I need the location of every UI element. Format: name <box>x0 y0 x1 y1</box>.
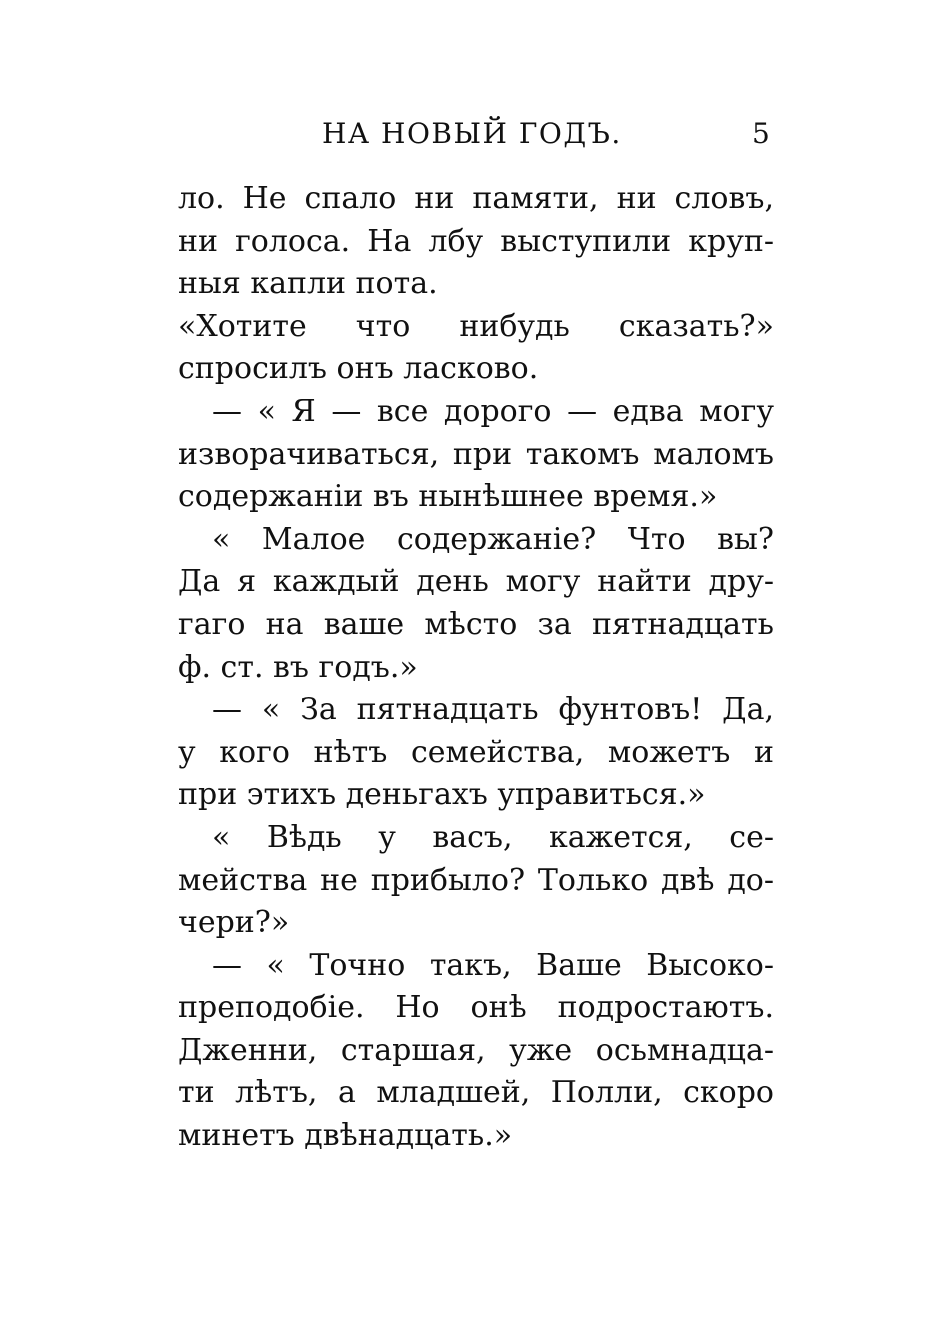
running-title: НА НОВЫЙ ГОДЪ. <box>322 117 622 150</box>
text-line: Дженни, старшая, уже осьмнадца- <box>178 1032 774 1068</box>
text-line: — « Точно такъ, Ваше Высоко- <box>212 947 774 983</box>
text-line: Да я каждый день могу найти дру- <box>178 564 774 600</box>
text-line: минетъ двѣнадцать.» <box>178 1118 513 1154</box>
paragraph <box>178 945 774 1158</box>
text-line: изворачиваться, при такомъ маломъ <box>178 436 774 472</box>
paragraph <box>178 178 774 306</box>
text-line: ло. Не спало ни памяти, ни словъ, <box>178 181 774 216</box>
paragraph <box>178 519 774 689</box>
text-line: у кого нѣтъ семейства, можетъ и <box>178 734 774 770</box>
text-line: «Хотите что нибудь сказать?» <box>178 308 774 344</box>
text-line: содержаніи въ нынѣшнее время.» <box>178 479 718 515</box>
text-line: « Малое содержаніе? Что вы? <box>212 521 774 557</box>
text-line: ф. ст. въ годъ.» <box>178 649 418 685</box>
text-line: « Вѣдь у васъ, кажется, се- <box>212 819 774 855</box>
body-text <box>178 178 774 1158</box>
paragraph <box>178 306 774 391</box>
text-line: мейства не прибыло? Только двѣ до- <box>178 862 774 898</box>
text-line: при этихъ деньгахъ управиться.» <box>178 777 706 813</box>
text-line: спросилъ онъ ласково. <box>178 351 539 387</box>
text-line: ныя капли пота. <box>178 266 438 302</box>
text-line: ни голоса. На лбу выступили круп- <box>178 223 774 259</box>
text-line: гаго на ваше мѣсто за пятнадцать <box>178 606 774 642</box>
paragraph <box>178 391 774 519</box>
text-line: преподобіе. Но онѣ подростаютъ. <box>178 990 774 1026</box>
page-number: 5 <box>752 117 770 150</box>
text-line: чери?» <box>178 905 290 941</box>
paragraph <box>178 817 774 945</box>
text-line: — « За пятнадцать фунтовъ! Да, <box>212 692 774 728</box>
text-line: — « Я — все дорого — едва могу <box>212 393 774 429</box>
paragraph <box>178 689 774 817</box>
text-line: ти лѣтъ, а младшей, Полли, скоро <box>178 1075 774 1111</box>
